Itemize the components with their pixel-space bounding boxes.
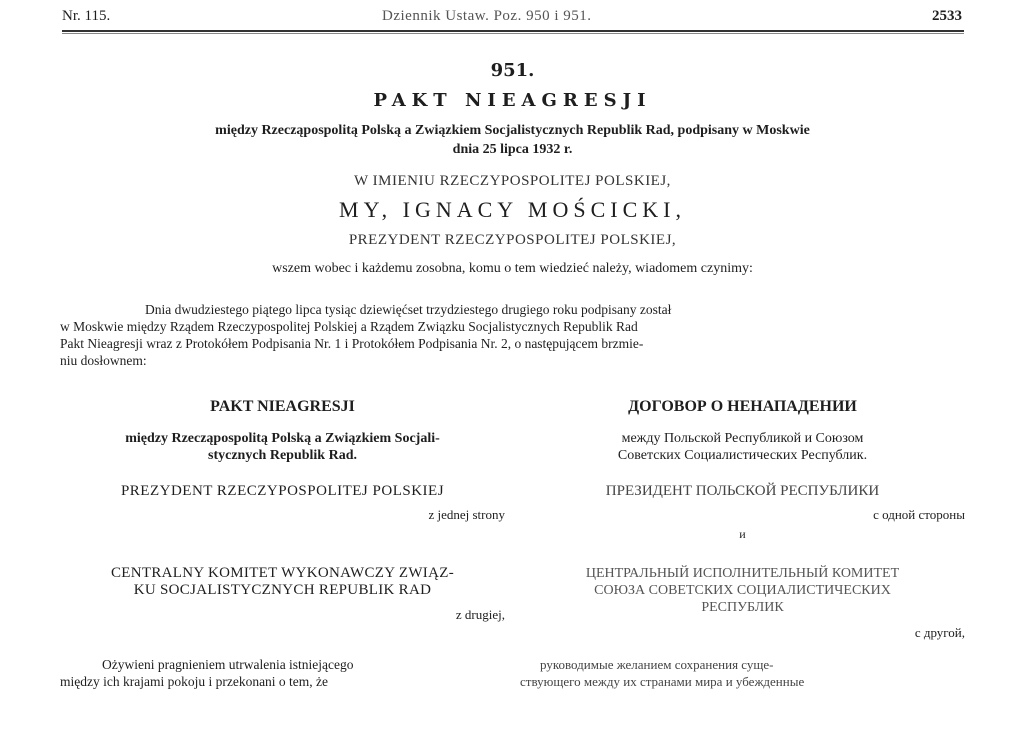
polish-central-text: KU SOCJALISTYCZNYCH REPUBLIK RAD <box>133 582 432 598</box>
russian-preamble-line: ствующего между их странами мира и убежденные <box>520 674 805 689</box>
polish-president-party: PREZYDENT RZECZYPOSPOLITEJ POLSKIEJ <box>120 483 445 499</box>
polish-one-side: z jednej strony <box>428 507 505 522</box>
russian-other-side: с другой, <box>914 625 965 640</box>
intro-paragraph <box>60 301 965 369</box>
polish-column-title: PAKT NIEAGRESJI <box>210 398 355 415</box>
russian-central-text: СОЮЗА СОВЕТСКИХ СОЦИАЛИСТИЧЕСКИХ <box>594 583 891 598</box>
document-title: PAKT NIEAGRESJI <box>373 90 652 111</box>
russian-central-text: РЕСПУБЛИК <box>701 600 784 615</box>
russian-central-committee <box>520 565 965 616</box>
proclamation-line: wszem wobec i każdemu zosobna, komu o tem wiedzieć należy, wiadomem czynimy: <box>272 261 753 276</box>
polish-central-text: CENTRALNY KOMITET WYKONAWCZY ZWIĄZ- <box>111 565 454 581</box>
russian-preamble-line: руководимые желанием сохранения суще- <box>540 657 774 672</box>
in-the-name-heading: W IMIENIU RZECZYPOSPOLITEJ POLSKIEJ, <box>354 173 671 189</box>
header-rule <box>62 30 964 32</box>
page-number: 2533 <box>932 8 962 24</box>
intro-line: Pakt Nieagresji wraz z Protokółem Podpisania Nr. 1 i Protokółem Podpisania Nr. 2, o następującem brzmie- <box>60 336 644 351</box>
russian-and: и <box>739 527 746 541</box>
russian-parties-text: между Польской Республикой и Союзом <box>621 431 864 446</box>
polish-parties-text: stycznych Republik Rad. <box>208 448 357 463</box>
intro-line: Dnia dwudziestego piątego lipca tysiąc dziewięćset trzydziestego drugiego roku podpisany został <box>145 302 672 317</box>
intro-line: w Moskwie między Rządem Rzeczypospolitej Polskiej a Rządem Związku Socjalistycznych Republik Rad <box>60 319 638 334</box>
president-title: PREZYDENT RZECZYPOSPOLITEJ POLSKIEJ, <box>348 232 677 248</box>
issue-number: Nr. 115. <box>62 8 111 24</box>
polish-preamble <box>60 656 505 690</box>
position-number: 951. <box>490 60 535 81</box>
russian-parties-line <box>520 430 965 464</box>
journal-title: Dziennik Ustaw. Poz. 950 i 951. <box>382 8 592 24</box>
russian-central-text: ЦЕНТРАЛЬНЫЙ ИСПОЛНИТЕЛЬНЫЙ КОМИТЕТ <box>585 566 900 581</box>
russian-column-title: ДОГОВОР О НЕНАПАДЕНИИ <box>628 398 857 415</box>
polish-preamble-line: Ożywieni pragnieniem utrwalenia istniejącego <box>102 657 354 672</box>
subtitle-line-2: dnia 25 lipca 1932 r. <box>452 142 573 157</box>
intro-line: niu dosłownem: <box>60 353 147 368</box>
polish-preamble-line: między ich krajami pokoju i przekonani o tem, że <box>60 674 329 689</box>
subtitle-line-1: między Rzecząpospolitą Polską a Związkiem Socjalistycznych Republik Rad, podpisany w Moskwie <box>215 123 810 138</box>
header-rule-thin <box>62 33 964 34</box>
russian-parties-text: Советских Социалистических Республик. <box>617 448 868 463</box>
page-header <box>62 6 962 30</box>
polish-central-committee <box>60 565 505 599</box>
russian-president-party: ПРЕЗИДЕНТ ПОЛЬСКОЙ РЕСПУБЛИКИ <box>605 483 880 499</box>
russian-preamble <box>520 656 965 690</box>
polish-other-side: z drugiej, <box>455 607 505 622</box>
polish-parties-line <box>60 430 505 464</box>
president-name: MY, IGNACY MOŚCICKI, <box>339 197 686 222</box>
polish-parties-text: między Rzecząpospolitą Polską a Związkiem Socjali- <box>125 431 440 446</box>
russian-one-side: с одной стороны <box>873 507 965 522</box>
